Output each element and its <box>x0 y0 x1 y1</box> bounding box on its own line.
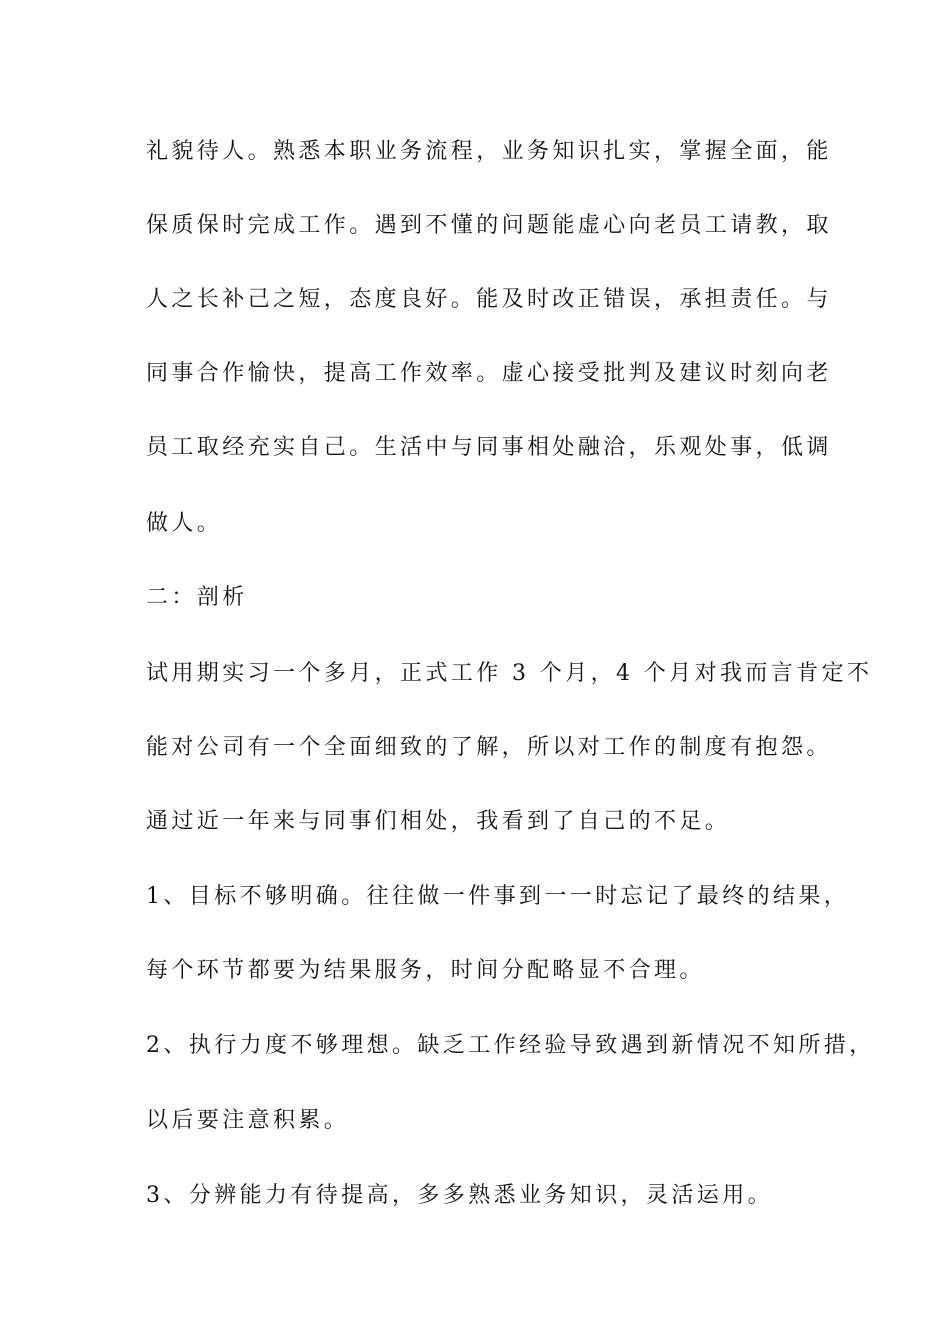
paragraph-line: 保质保时完成工作。遇到不懂的问题能虚心向老员工请教，取 <box>146 213 832 238</box>
paragraph-line: 能对公司有一个全面细致的了解，所以对工作的制度有抱怨。 <box>146 735 832 760</box>
list-item: 1、目标不够明确。往往做一件事到一一时忘记了最终的结果， <box>146 884 850 909</box>
paragraph-line: 做人。 <box>146 511 223 536</box>
paragraph-line: 员工取经充实自己。生活中与同事相处融洽，乐观处事，低调 <box>146 435 832 460</box>
section-heading: 二：剖析 <box>146 585 248 610</box>
paragraph-line: 人之长补己之短，态度良好。能及时改正错误，承担责任。与 <box>146 287 832 312</box>
list-item: 2、执行力度不够理想。缺乏工作经验导致遇到新情况不知所措， <box>146 1033 875 1058</box>
paragraph-line: 同事合作愉快，提高工作效率。虚心接受批判及建议时刻向老 <box>146 361 832 386</box>
paragraph-line: 通过近一年来与同事们相处，我看到了自己的不足。 <box>146 809 731 834</box>
list-item: 3、分辨能力有待提高，多多熟悉业务知识，灵活运用。 <box>146 1183 773 1208</box>
list-item-continuation: 每个环节都要为结果服务，时间分配略显不合理。 <box>146 958 705 983</box>
paragraph-line: 试用期实习一个多月，正式工作 3 个月，4 个月对我而言肯定不 <box>146 661 873 686</box>
paragraph-line: 礼貌待人。熟悉本职业务流程，业务知识扎实，掌握全面，能 <box>146 139 832 164</box>
list-item-continuation: 以后要注意积累。 <box>146 1108 350 1133</box>
